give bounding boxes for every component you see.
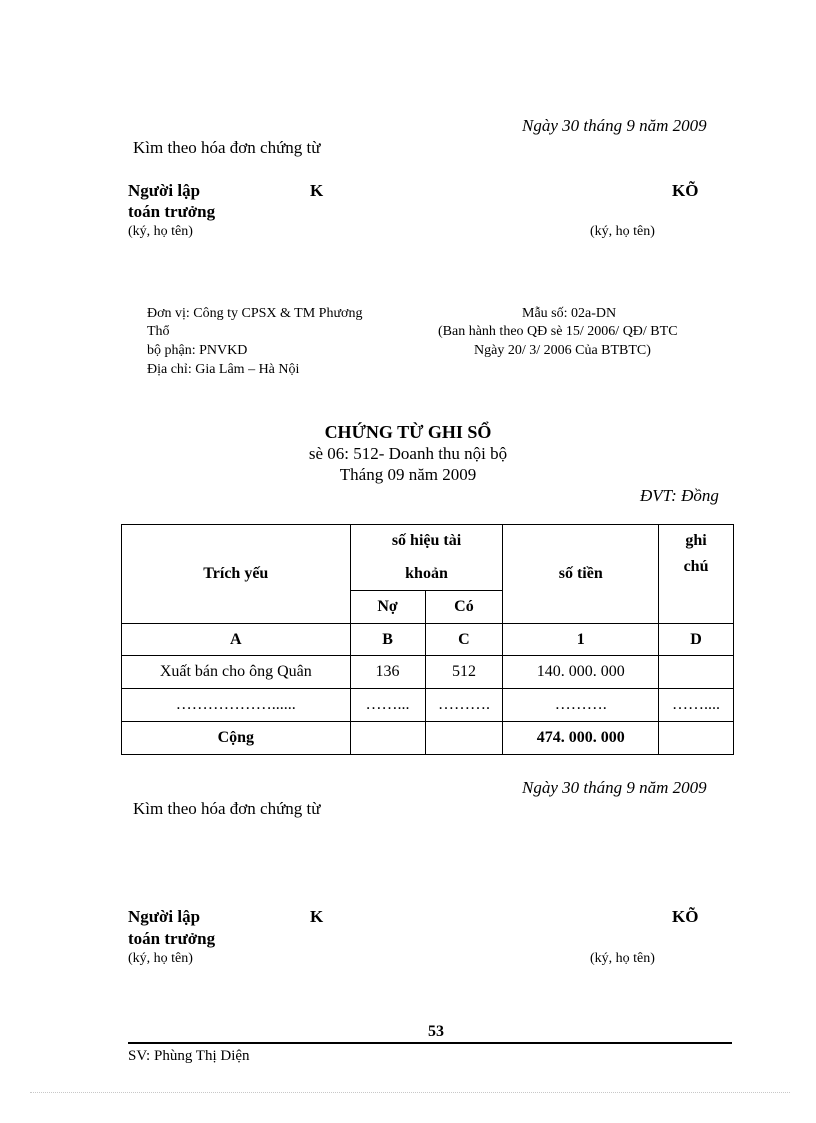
code-cell: D [659, 624, 734, 656]
top-signer-right: KÕ [672, 181, 699, 200]
table-row [122, 656, 734, 689]
document-number: sè 06: 512- Doanh thu nội bộ [308, 444, 508, 463]
header-account-2: khoản [350, 558, 503, 591]
bottom-signer-right: KÕ [672, 907, 699, 926]
row-amount: 140. 000. 000 [503, 656, 659, 689]
document-period: Tháng 09 năm 2009 [339, 465, 477, 484]
voucher-table [121, 524, 734, 755]
unit-name-cont: Thổ [147, 324, 170, 339]
total-debit [350, 722, 425, 755]
header-account-1: số hiệu tài [350, 525, 503, 558]
address: Địa chỉ: Gia Lâm – Hà Nội [147, 362, 300, 377]
code-cell: B [350, 624, 425, 656]
total-label: Cộng [122, 722, 351, 755]
bottom-sign-note-left: (ký, họ tên) [128, 951, 193, 966]
header-summary: Trích yếu [122, 525, 351, 624]
total-amount: 474. 000. 000 [503, 722, 659, 755]
bottom-signer-mid: K [310, 907, 324, 926]
top-sign-note-left: (ký, họ tên) [128, 224, 193, 239]
student-name: SV: Phùng Thị Diện [128, 1048, 250, 1064]
form-number: Mẫu số: 02a-DN [522, 306, 617, 321]
header-credit: Có [425, 591, 503, 624]
header-debit: Nợ [350, 591, 425, 624]
code-cell: C [425, 624, 503, 656]
bottom-signer-preparer: Người lập [128, 907, 201, 926]
total-credit [425, 722, 503, 755]
row-credit: 512 [425, 656, 503, 689]
code-cell: A [122, 624, 351, 656]
decision-date: Ngày 20/ 3/ 2006 Của BTBTC) [474, 343, 651, 358]
top-signer-accountant: toán trưởng [128, 202, 216, 221]
row-debit: ……... [350, 689, 425, 722]
row-note [659, 656, 734, 689]
row-credit: ………. [425, 689, 503, 722]
top-signer-mid: K [310, 181, 324, 200]
bottom-date: Ngày 30 tháng 9 năm 2009 [522, 778, 707, 797]
row-amount: ………. [503, 689, 659, 722]
bottom-sign-note-right: (ký, họ tên) [590, 951, 655, 966]
unit-name: Đơn vị: Công ty CPSX & TM Phương [147, 306, 363, 321]
code-row [122, 624, 734, 656]
header-note-2: chú [659, 558, 734, 624]
row-summary: ………………...... [122, 689, 351, 722]
decision-ref: (Ban hành theo QĐ sè 15/ 2006/ QĐ/ BTC [438, 324, 678, 339]
page-edge-divider [30, 1092, 790, 1093]
bottom-attachment-note: Kìm theo hóa đơn chứng từ [133, 799, 321, 818]
top-date: Ngày 30 tháng 9 năm 2009 [522, 116, 707, 135]
header-note-1: ghi [659, 525, 734, 558]
header-amount: số tiền [503, 525, 659, 624]
table-row [122, 689, 734, 722]
top-signer-preparer: Người lập [128, 181, 201, 200]
total-note [659, 722, 734, 755]
department: bộ phận: PNVKD [147, 343, 248, 358]
code-cell: 1 [503, 624, 659, 656]
top-sign-note-right: (ký, họ tên) [590, 224, 655, 239]
row-note: …….... [659, 689, 734, 722]
bottom-signer-accountant: toán trưởng [128, 929, 216, 948]
document-title: CHỨNG TỪ GHI SỔ [324, 422, 492, 442]
row-debit: 136 [350, 656, 425, 689]
row-summary: Xuất bán cho ông Quân [122, 656, 351, 689]
currency-unit: ĐVT: Đồng [640, 486, 719, 505]
footer-rule [128, 1042, 732, 1044]
total-row [122, 722, 734, 755]
page-number: 53 [428, 1023, 444, 1040]
top-attachment-note: Kìm theo hóa đơn chứng từ [133, 138, 321, 157]
